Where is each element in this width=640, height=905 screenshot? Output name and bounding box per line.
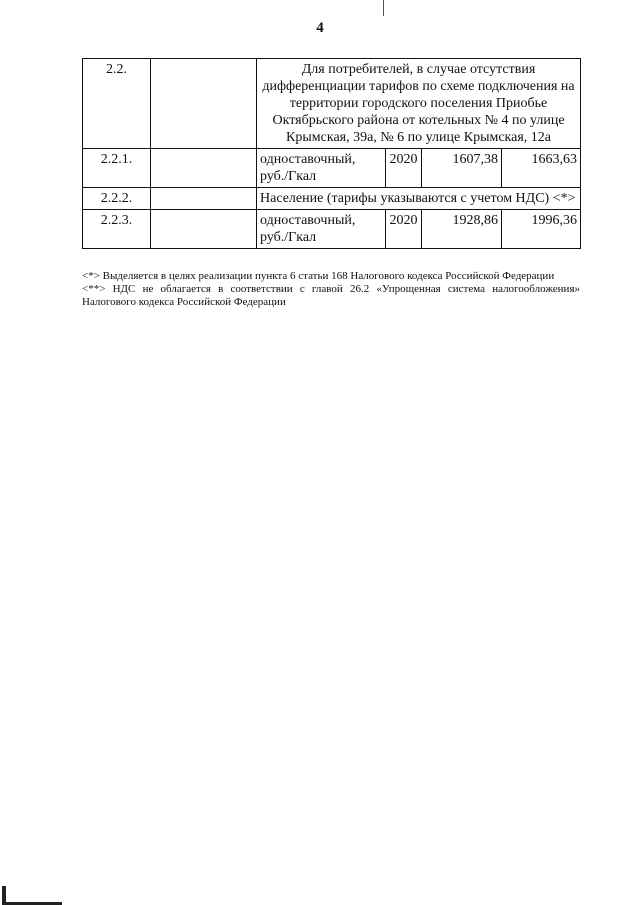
empty-cell xyxy=(151,149,257,188)
table-row xyxy=(83,59,581,149)
table-row xyxy=(83,188,581,210)
footnote-vat-allocated: <*> Выделяется в целях реализации пункта 6 статьи 168 Налогового кодекса Российской Федерации xyxy=(82,270,555,282)
row-description: Для потребителей, в случае отсутствия дифференциации тарифов по схеме подключения на территории городского поселения Приобье Октябрьского района от котельных № 4 по улице Крымская, 39а, № 6 по улице Крымская, 12а xyxy=(257,59,581,149)
tariff-value-first: 1607,38 xyxy=(422,149,502,188)
empty-cell xyxy=(151,210,257,249)
page-number: 4 xyxy=(316,20,324,36)
scan-mark-top xyxy=(383,0,384,16)
row-number: 2.2.2. xyxy=(83,188,151,210)
tariff-value-first: 1928,86 xyxy=(422,210,502,249)
footnote-vat-exempt: <**> НДС не облагается в соответствии с главой 26.2 «Упрощенная система налогообложения» Налогового кодекса Российской Федерации xyxy=(82,283,580,308)
tariff-year: 2020 xyxy=(386,210,422,249)
tariff-table xyxy=(82,58,581,249)
tariff-value-second: 1996,36 xyxy=(502,210,581,249)
tariff-year: 2020 xyxy=(386,149,422,188)
tariff-type: одноставочный, руб./Гкал xyxy=(257,149,386,188)
row-number: 2.2.1. xyxy=(83,149,151,188)
empty-cell xyxy=(151,188,257,210)
empty-cell xyxy=(151,59,257,149)
row-number: 2.2. xyxy=(83,59,151,149)
tariff-type: одноставочный, руб./Гкал xyxy=(257,210,386,249)
row-description: Население (тарифы указываются с учетом НДС) <*> xyxy=(257,188,581,210)
row-number: 2.2.3. xyxy=(83,210,151,249)
tariff-value-second: 1663,63 xyxy=(502,149,581,188)
table-row xyxy=(83,149,581,188)
footnotes xyxy=(82,270,580,309)
table-row xyxy=(83,210,581,249)
